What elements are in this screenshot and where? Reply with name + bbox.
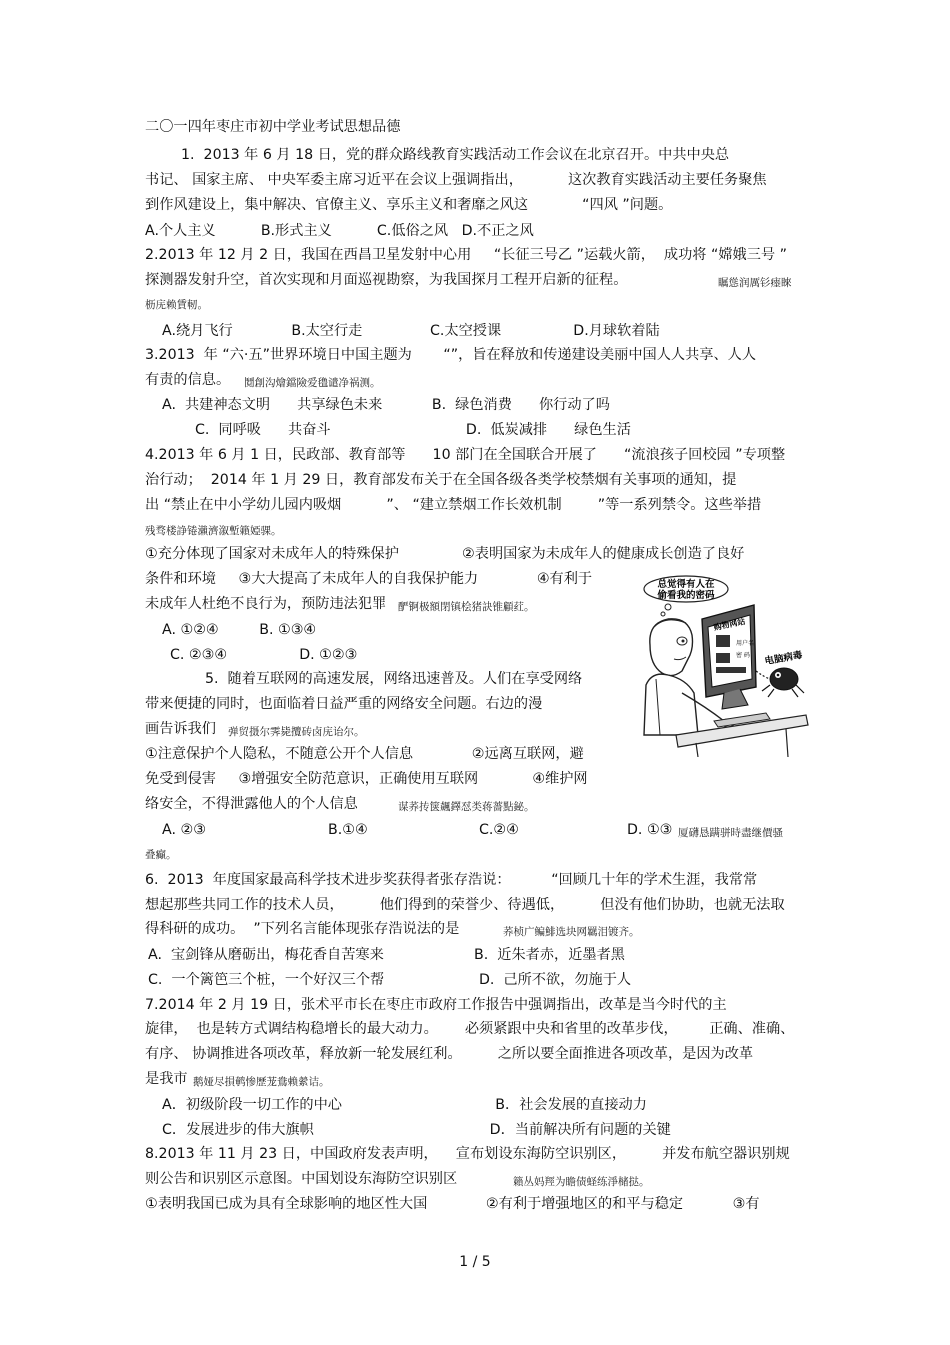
virus-label: 电脑病毒 bbox=[763, 649, 804, 668]
question-8-line-2: 则公告和识别区示意图。中国划设东海防空识别区 bbox=[145, 1171, 458, 1187]
garbled-text: 籟丛妈羥为瞻债蛏练淨槠挞。 bbox=[513, 1176, 650, 1188]
question-8-statements-1: ①表明我国已成为具有全球影响的地区性大国 ②有利于增强地区的和平与稳定 ③有 bbox=[145, 1196, 760, 1212]
question-2-line-2: 探测器发射升空，首次实现和月面巡视勘察，为我国探月工程开启新的征程。 bbox=[145, 272, 628, 288]
question-7-line-1: 7.2014 年 2 月 19 日，张术平市长在枣庄市政府工作报告中强调指出，改革是当今时代的主 bbox=[145, 997, 727, 1013]
cartoon-illustration bbox=[636, 575, 811, 757]
question-6-options-cd: C. 一个篱笆三个桩，一个好汉三个帮 D. 己所不欲，勿施于人 bbox=[148, 972, 632, 988]
question-7-options-cd: C．发展进步的伟大旗帜 D．当前解决所有问题的关键 bbox=[162, 1122, 671, 1138]
question-6-options-ab: A. 宝剑锋从磨砺出，梅花香自苦寒来 B. 近朱者赤，近墨者黑 bbox=[148, 947, 625, 963]
question-8-line-1: 8.2013 年 11 月 23 日，中国政府发表声明， 宣布划设东海防空识别区， 并发布航空器识别规 bbox=[145, 1146, 790, 1162]
garbled-text: 叠癲。 bbox=[145, 849, 177, 861]
question-4-line-1: 4.2013 年 6 月 1 日，民政部、教育部等 10 部门在全国联合开展了 “流浪孩子回校园 ”专项整 bbox=[145, 447, 786, 463]
question-5-statements-2: 免受到侵害 ③增强安全防范意识，正确使用互联网 ④维护网 bbox=[145, 771, 588, 787]
question-7-line-2: 旋律， 也是转方式调结构稳增长的最大动力。 必须紧跟中央和省里的改革步伐， 正确、准确、 bbox=[145, 1021, 795, 1037]
question-4-statements-2: 条件和环境 ③大大提高了未成年人的自我保护能力 ④有利于 bbox=[145, 571, 593, 587]
garbled-text: 鹅娅尽損鹌惨歷茏鴦赖縈诘。 bbox=[193, 1076, 330, 1088]
question-3-options-ab: A. 共建神态文明 共享绿色未来 B. 绿色消费 你行动了吗 bbox=[162, 397, 610, 413]
question-4-line-2: 治行动； 2014 年 1 月 29 日，教育部发布关于在全国各级各类学校禁烟有关事项的通知，提 bbox=[145, 472, 737, 488]
question-5-option-b: B.①④ bbox=[328, 822, 368, 838]
question-2-line-1: 2.2013 年 12 月 2 日，我国在西昌卫星发射中心用 “长征三号乙 ”运载火箭， 成功将 “嫦娥三号 ” bbox=[145, 247, 787, 263]
garbled-text: 枥庑赖賃軔。 bbox=[145, 299, 208, 311]
garbled-text: 瞩慫润厲钐瘗睞 bbox=[718, 277, 792, 289]
question-5-line-2: 带来便捷的同时，也面临着日益严重的网络安全问题。右边的漫 bbox=[145, 696, 543, 712]
question-6-line-2: 想起那些共同工作的技术人员， 他们得到的荣誉少、待遇低， 但没有他们协助，也就无法取 bbox=[145, 897, 785, 913]
question-7-line-3: 有序、 协调推进各项改革，释放新一轮发展红利。 之所以要全面推进各项改革，是因为改革 bbox=[145, 1046, 754, 1062]
question-4-line-3: 出 “禁止在中小学幼儿园内吸烟 ”、 “建立禁烟工作长效机制 ”等一系列禁令。这些举措 bbox=[145, 497, 762, 513]
question-5-option-d: D. ①③ bbox=[627, 822, 673, 838]
question-3-line-2: 有责的信息。 bbox=[145, 372, 231, 388]
garbled-text: 厦礴恳蹒骈時盡继價骚 bbox=[678, 827, 783, 839]
garbled-text: 谋荞抟箧飆鐸怼类蒋薔點鉍。 bbox=[398, 801, 535, 813]
document-title: 二〇一四年枣庄市初中学业考试思想品德 bbox=[145, 119, 401, 135]
question-5-statements-1: ①注意保护个人隐私，不随意公开个人信息 ②远离互联网，避 bbox=[145, 746, 584, 762]
garbled-text: 酽锕极額閉镇桧猪訣锥顧荭。 bbox=[398, 601, 535, 613]
question-3-line-1: 3.2013 年 “六·五”世界环境日中国主题为 “”，旨在释放和传递建设美丽中国人人共享、人人 bbox=[145, 347, 757, 363]
question-5-option-a: A. ②③ bbox=[162, 822, 206, 838]
screen-line-1: 用户名 bbox=[736, 640, 755, 647]
question-5-option-c: C.②④ bbox=[479, 822, 519, 838]
question-1-options: A.个人主义 B.形式主义 C.低俗之风 D.不正之风 bbox=[145, 223, 534, 239]
question-3-options-cd: C. 同呼吸 共奋斗 D. 低炭减排 绿色生活 bbox=[195, 422, 631, 438]
garbled-text: 鬩創沟燴鐺險爱氇谴净祸测。 bbox=[244, 377, 381, 389]
page-number: 1 / 5 bbox=[459, 1254, 491, 1270]
question-4-options-ab: A. ①②④ B. ①③④ bbox=[162, 622, 317, 638]
garbled-text: 荞桢广鳊鯡选块网羈泪镀齐。 bbox=[503, 926, 640, 938]
question-4-options-cd: C. ②③④ D. ①②③ bbox=[170, 647, 358, 663]
question-5-statements-3: 络安全，不得泄露他人的个人信息 bbox=[145, 796, 358, 812]
garbled-text: 弹贸摄尔霁毙攬砖卤庑诒尔。 bbox=[228, 726, 365, 738]
question-2-options: A.绕月飞行 B.太空行走 C.太空授课 D.月球软着陆 bbox=[162, 323, 660, 339]
question-7-options-ab: A．初级阶段一切工作的中心 B．社会发展的直接动力 bbox=[162, 1097, 647, 1113]
question-4-statements-3: 未成年人杜绝不良行为，预防违法犯罪 bbox=[145, 596, 387, 612]
question-7-line-4: 是我市 bbox=[145, 1071, 188, 1087]
thought-bubble-line-1: 总觉得有人在 bbox=[657, 579, 715, 590]
garbled-text: 残骛楼諍锩瀨濟溆塹籟婭骒。 bbox=[145, 525, 282, 537]
question-6-line-1: 6. 2013 年度国家最高科学技术进步奖获得者张存浩说： “回顾几十年的学术生涯，我常常 bbox=[145, 872, 758, 888]
screen-line-2: 密 码 bbox=[736, 652, 750, 659]
question-1-line-3: 到作风建设上，集中解决、官僚主义、享乐主义和奢靡之风这 “四风 ”问题。 bbox=[145, 197, 673, 213]
thought-bubble-line-2: 偷看我的密码 bbox=[657, 590, 715, 601]
screen-header: 购物网站 bbox=[712, 616, 747, 633]
question-4-statements-1: ①充分体现了国家对未成年人的特殊保护 ②表明国家为未成年人的健康成长创造了良好 bbox=[145, 546, 745, 562]
question-5-line-3: 画告诉我们 bbox=[145, 721, 216, 737]
question-6-line-3: 得科研的成功。 ”下列名言能体现张存浩说法的是 bbox=[145, 921, 460, 937]
question-1-line-1: 1. 2013 年 6 月 18 日，党的群众路线教育实践活动工作会议在北京召开。中共中央总 bbox=[181, 147, 730, 163]
question-1-line-2: 书记、 国家主席、 中央军委主席习近平在会议上强调指出， 这次教育实践活动主要任务聚焦 bbox=[145, 172, 767, 188]
question-5-line-1: 5. 随着互联网的高速发展，网络迅速普及。人们在享受网络 bbox=[205, 671, 583, 687]
